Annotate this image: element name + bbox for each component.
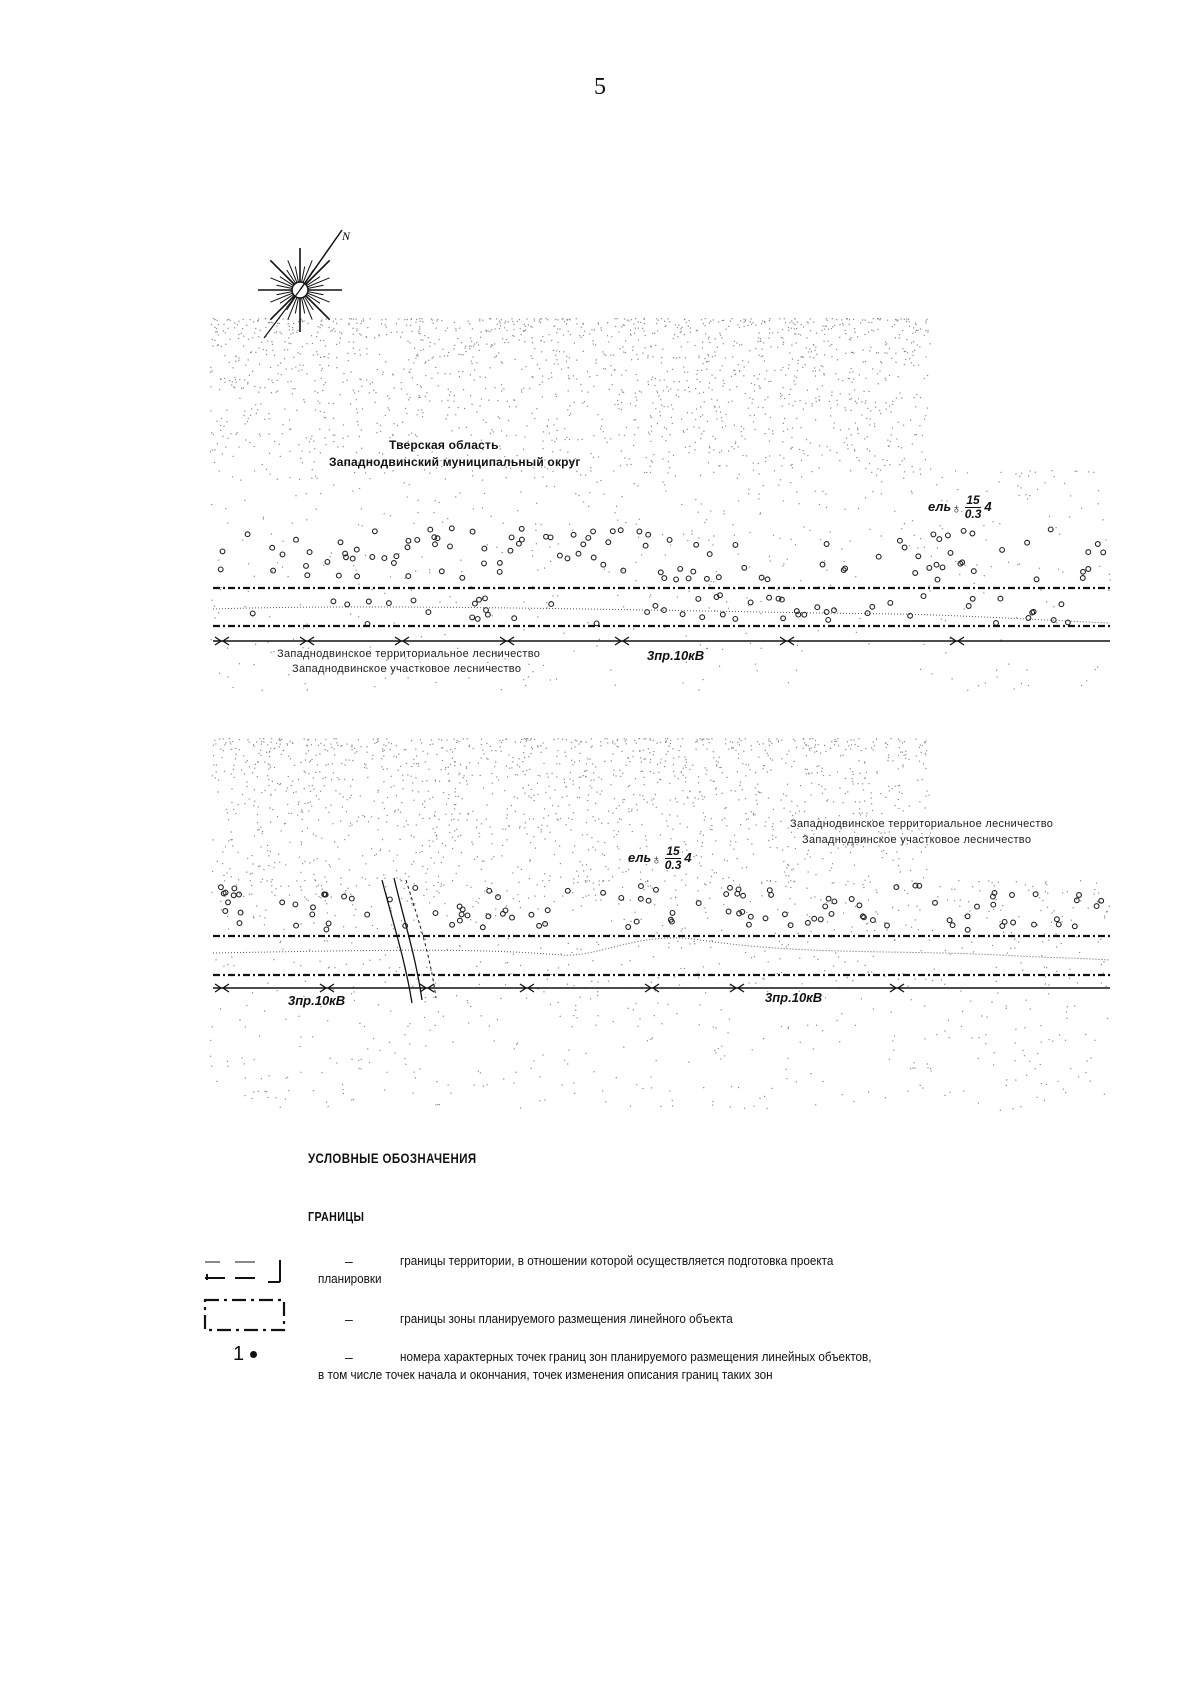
legend-text-1b: планировки [318, 1271, 382, 1286]
tree-fraction [965, 494, 982, 521]
tree-height: 15 [666, 844, 680, 858]
vegetation-stipple [210, 318, 1111, 1111]
district-label: Западнодвинский муниципальный округ [329, 455, 581, 469]
forestry-territorial-label: Западнодвинское территориальное лесничество [277, 648, 541, 660]
powerline-label: 3пр.10кВ [647, 648, 705, 663]
legend-dash-1: – [345, 1253, 353, 1269]
legend-dash-3: – [345, 1349, 353, 1365]
tree-species: ель [928, 498, 952, 514]
legend-text-3b: в том числе точек начала и окончания, точек изменения описания границ таких зон [318, 1367, 773, 1382]
point-number-symbol [233, 1343, 257, 1366]
region-label: Тверская область [389, 438, 499, 452]
legend-text-2: границы зоны планируемого размещения линейного объекта [400, 1311, 733, 1326]
legend-section-title: ГРАНИЦЫ [308, 1209, 365, 1224]
tree-fraction [665, 845, 682, 872]
tree-height: 15 [966, 493, 980, 507]
compass-rose-icon [258, 229, 351, 338]
tree-distance: 4 [684, 849, 692, 865]
powerline-label-left: 3пр.10кВ [288, 993, 346, 1008]
tree-diameter: 0.3 [964, 507, 982, 521]
tree-label-top [928, 494, 992, 521]
page-number: 5 [594, 74, 606, 100]
tree-diameter: 0.3 [664, 858, 682, 872]
legend-text-1: границы территории, в отношении которой осуществляется подготовка проекта [400, 1253, 834, 1268]
legend-dash-2: – [345, 1311, 353, 1327]
tree-symbol-icon: ♁ [651, 850, 662, 867]
svg-text:N: N [342, 229, 351, 243]
point-dot-icon [250, 1351, 257, 1358]
point-number-label: 1 [233, 1343, 245, 1365]
forestry-territorial-label-2: Западнодвинское территориальное лесничество [790, 818, 1054, 830]
forestry-local-label-2: Западнодвинское участковое лесничество [802, 834, 1032, 846]
tree-label-bottom [628, 845, 692, 872]
powerline-label-right: 3пр.10кВ [765, 990, 823, 1005]
tree-species: ель [628, 849, 652, 865]
legend-title: УСЛОВНЫЕ ОБОЗНАЧЕНИЯ [308, 1150, 477, 1166]
legend-text-3: номера характерных точек границ зон планируемого размещения линейных объектов, [400, 1349, 872, 1364]
forestry-local-label: Западнодвинское участковое лесничество [292, 663, 522, 675]
tree-symbol-icon: ♁ [951, 499, 962, 516]
tree-distance: 4 [984, 498, 992, 514]
zone-boundary-symbol-icon [200, 1296, 290, 1336]
